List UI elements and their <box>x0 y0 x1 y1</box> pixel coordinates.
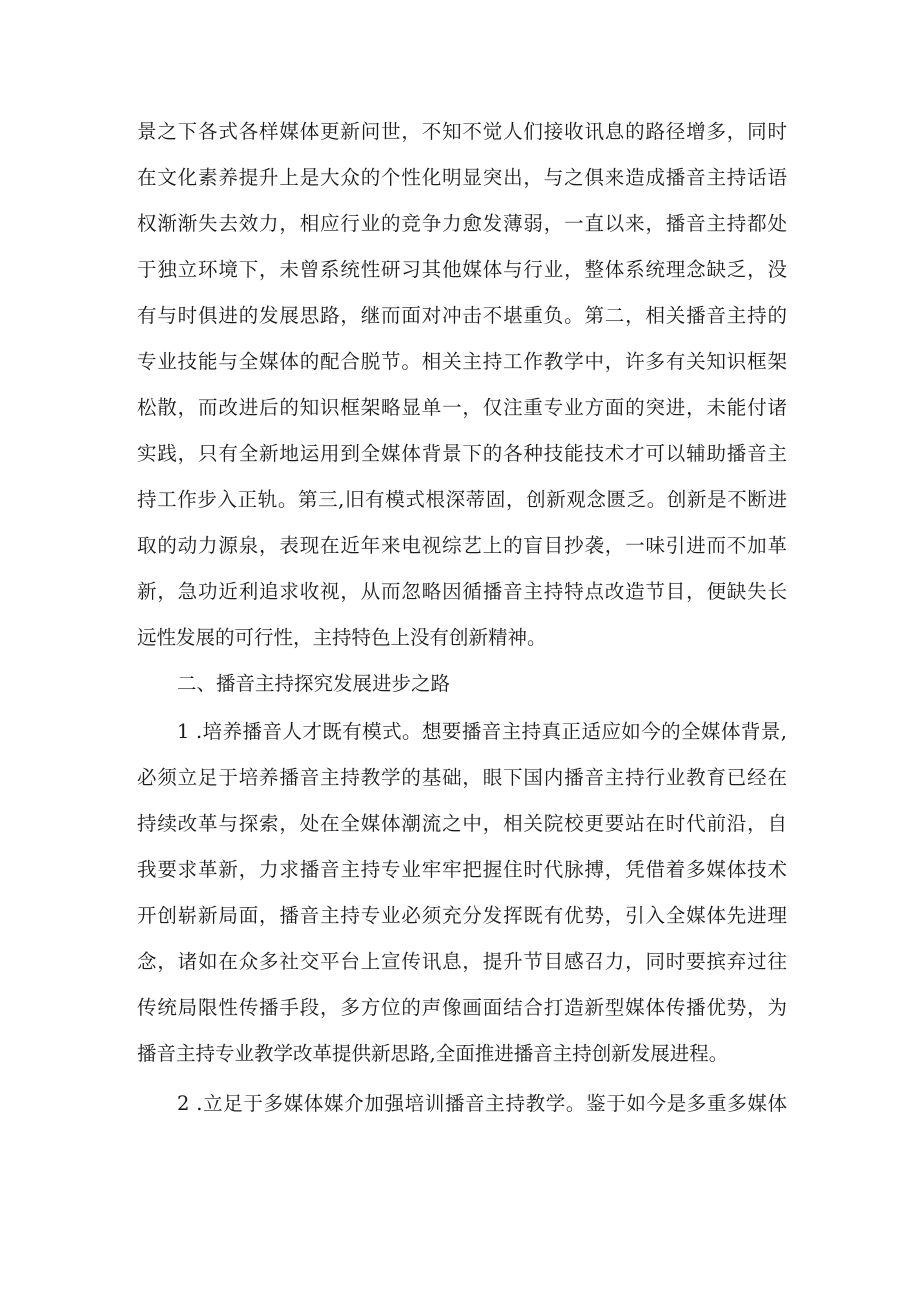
paragraph-line: 实践，只有全新地运用到全媒体背景下的各种技能技术才可以辅助播音主 <box>137 442 787 465</box>
paragraph-line: 在文化素养提升上是大众的个性化明显突出，与之俱来造成播音主持话语 <box>137 166 787 189</box>
paragraph-line: 我要求革新，力求播音主持专业牢牢把握住时代脉搏，凭借着多媒体技术 <box>137 858 787 881</box>
paragraph-line: 必须立足于培养播音主持教学的基础，眼下国内播音主持行业教育已经在 <box>137 766 787 789</box>
paragraph-line: 2 .立足于多媒体媒介加强培训播音主持教学。鉴于如今是多重多媒体 <box>177 1092 787 1115</box>
paragraph-line: 松散，而改进后的知识框架略显单一，仅注重专业方面的突进，未能付诸 <box>137 396 787 419</box>
paragraph-line: 有与时俱进的发展思路，继而面对冲击不堪重负。第二，相关播音主持的 <box>137 304 787 327</box>
paragraph-line: 取的动力源泉，表现在近年来电视综艺上的盲目抄袭，一味引进而不加革 <box>137 534 787 557</box>
paragraph-line: 1 .培养播音人才既有模式。想要播音主持真正适应如今的全媒体背景, <box>177 720 787 743</box>
paragraph-line: 开创崭新局面，播音主持专业必须充分发挥既有优势，引入全媒体先进理 <box>137 904 787 927</box>
paragraph-line: 权渐渐失去效力，相应行业的竞争力愈发薄弱，一直以来，播音主持都处 <box>137 212 787 235</box>
paragraph-line: 传统局限性传播手段，多方位的声像画面结合打造新型媒体传播优势，为 <box>137 996 787 1019</box>
paragraph-line: 新，急功近利追求收视，从而忽略因循播音主持特点改造节目，便缺失长 <box>137 580 787 603</box>
paragraph-line: 持工作步入正轨。第三,旧有模式根深蒂固，创新观念匮乏。创新是不断进 <box>137 488 787 511</box>
section-heading: 二、播音主持探究发展进步之路 <box>177 672 451 695</box>
paragraph-line: 持续改革与探索，处在全媒体潮流之中，相关院校更要站在时代前沿，自 <box>137 812 787 835</box>
paragraph-line: 念，诸如在众多社交平台上宣传讯息，提升节目感召力，同时要摈弃过往 <box>137 950 787 973</box>
paragraph-line: 于独立环境下，未曾系统性研习其他媒体与行业，整体系统理念缺乏，没 <box>137 258 787 281</box>
paragraph-line: 远性发展的可行性，主持特色上没有创新精神。 <box>137 626 547 649</box>
paragraph-line: 专业技能与全媒体的配合脱节。相关主持工作教学中，许多有关知识框架 <box>137 350 787 373</box>
paragraph-line: 播音主持专业教学改革提供新思路,全面推进播音主持创新发展进程。 <box>137 1042 729 1065</box>
paragraph-line: 景之下各式各样媒体更新问世，不知不觉人们接收讯息的路径增多，同时 <box>137 120 787 143</box>
